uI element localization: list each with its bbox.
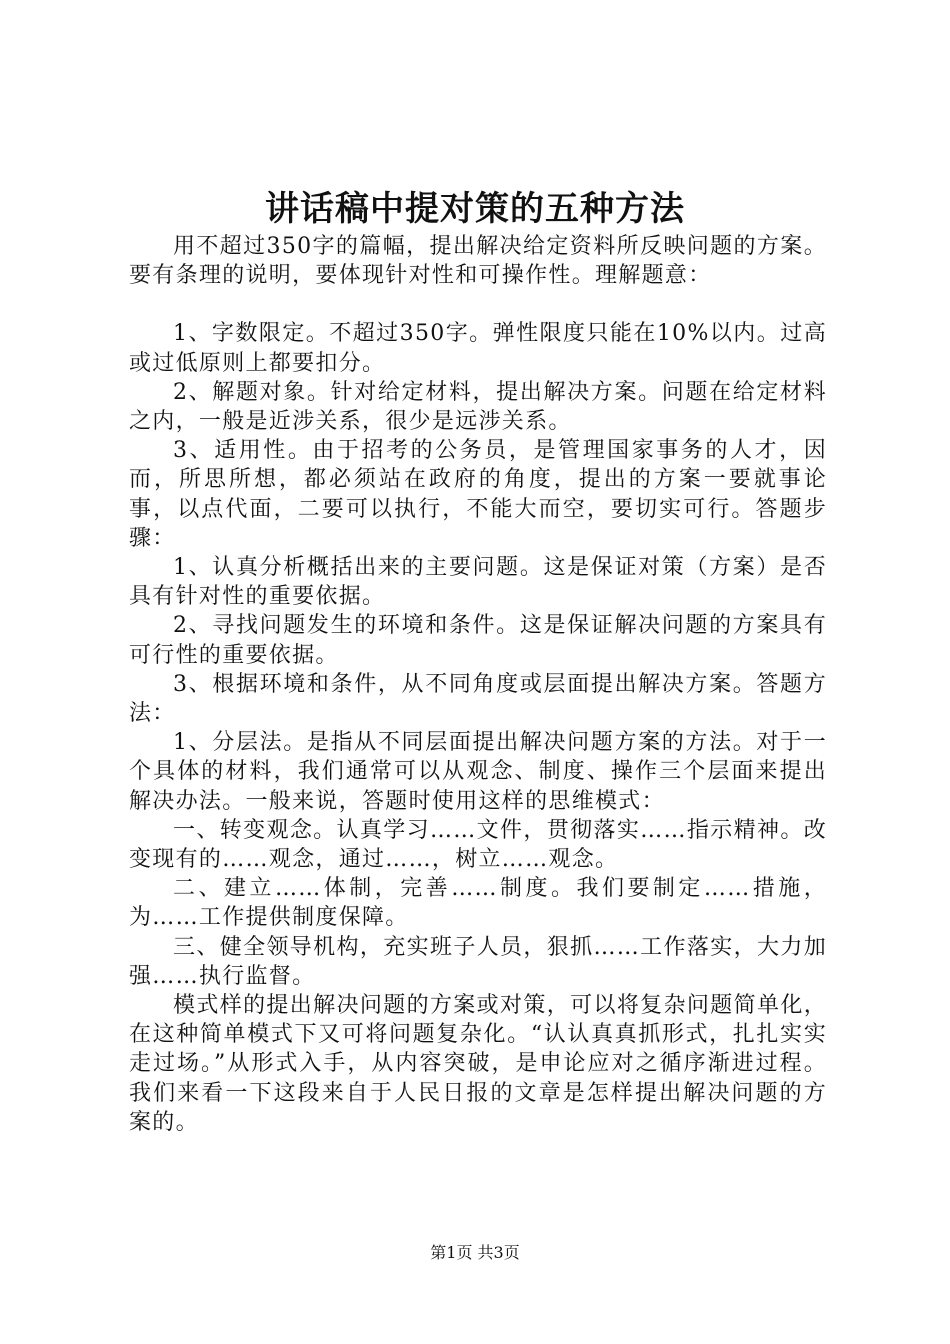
paragraph: 1、字数限定。不超过350字。弹性限度只能在10%以内。过高或过低原则上都要扣分。 <box>129 321 827 376</box>
paragraph: 3、根据环境和条件，从不同角度或层面提出解决方案。答题方法： <box>129 671 827 727</box>
document-body <box>129 232 827 1137</box>
paragraph: 1、认真分析概括出来的主要问题。这是保证对策（方案）是否具有针对性的重要依据。 <box>129 555 827 610</box>
paragraph: 3、适用性。由于招考的公务员，是管理国家事务的人才，因而，所思所想，都必须站在政府的角度，提出的方案一要就事论事，以点代面，二要可以执行，不能大而空，要切实可行。答题步骤： <box>129 438 827 551</box>
paragraph: 三、健全领导机构，充实班子人员，狠抓……工作落实，大力加强……执行监督。 <box>129 934 827 989</box>
paragraph: 1、分层法。是指从不同层面提出解决问题方案的方法。对于一个具体的材料，我们通常可以从观念、制度、操作三个层面来提出解决办法。一般来说，答题时使用这样的思维模式： <box>129 730 827 814</box>
paragraph: 二、建立……体制，完善……制度。我们要制定……措施，为……工作提供制度保障。 <box>129 876 827 931</box>
intro-paragraph: 用不超过350字的篇幅，提出解决给定资料所反映问题的方案。要有条理的说明，要体现针对性和可操作性。理解题意： <box>129 234 827 289</box>
paragraph: 2、寻找问题发生的环境和条件。这是保证解决问题的方案具有可行性的重要依据。 <box>129 613 827 668</box>
paragraph: 一、转变观念。认真学习……文件，贯彻落实……指示精神。改变现有的……观念，通过……，树立……观念。 <box>129 817 827 873</box>
document-title: 讲话稿中提对策的五种方法 <box>265 189 685 229</box>
paragraph: 模式样的提出解决问题的方案或对策，可以将复杂问题简单化，在这种简单模式下又可将问题复杂化。“认认真真抓形式，扎扎实实走过场。”从形式入手，从内容突破，是申论应对之循序渐进过程。我们来看一下这段来自于人民日报的文章是怎样提出解决问题的方案的。 <box>129 993 827 1135</box>
page-indicator: 第1页 共3页 <box>430 1243 520 1262</box>
paragraph: 2、解题对象。针对给定材料，提出解决方案。问题在给定材料之内，一般是近涉关系，很少是远涉关系。 <box>129 379 827 435</box>
